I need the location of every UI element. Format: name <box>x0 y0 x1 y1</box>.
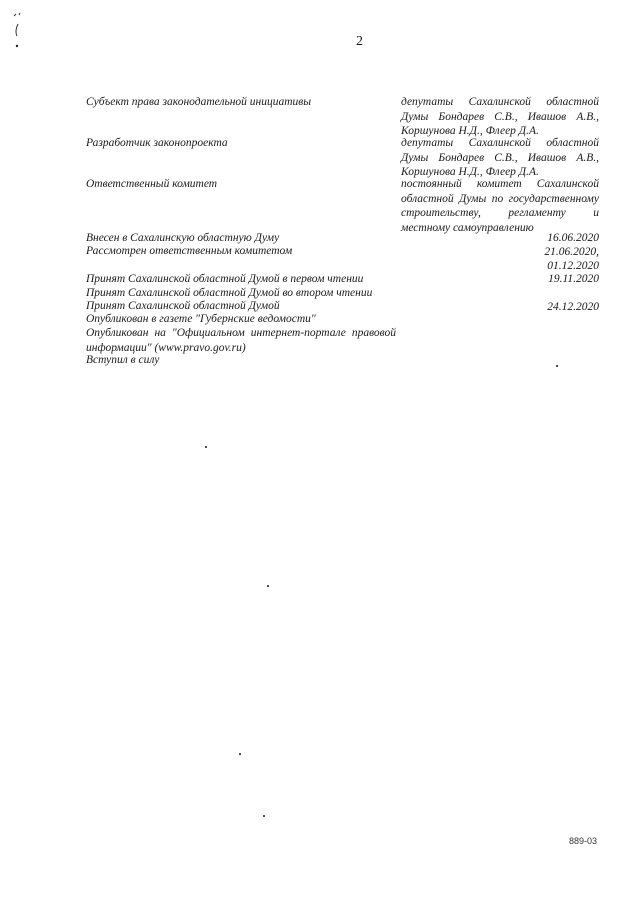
first-reading-label: Принят Сахалинской областной Думой в первом чтении <box>86 273 364 285</box>
subject-label: Субъект права законодательной инициативы <box>86 96 312 108</box>
published-newspaper-label: Опубликован в газете "Губернские ведомости" <box>86 313 316 325</box>
committee-value: постоянный комитет Сахалинской областной Думы по государственному строительству, регламенту и местному самоуправлению <box>401 178 599 234</box>
page-number: 2 <box>356 34 363 49</box>
published-portal-label: Опубликован на "Официальном интернет-портале правовой информации" (www.pravo.gov.ru) <box>86 327 396 354</box>
document-code: 889-03 <box>569 836 598 846</box>
scan-speck <box>263 815 265 817</box>
subject-value: депутаты Сахалинской областной Думы Бондарев С.В., Ивашов А.В., Коршунова Н.Д., Флеер Д.А. <box>401 96 599 137</box>
adopted-date: 24.12.2020 <box>547 301 599 313</box>
first-reading-date: 19.11.2020 <box>548 273 599 285</box>
submitted-date: 16.06.2020 <box>547 232 599 244</box>
second-reading-label: Принят Сахалинской областной Думой во втором чтении <box>86 287 373 299</box>
scan-speck <box>267 585 269 587</box>
submitted-label: Внесен в Сахалинскую областную Думу <box>86 232 280 244</box>
committee-label: Ответственный комитет <box>86 178 218 190</box>
scan-mark <box>10 10 24 50</box>
developer-value: депутаты Сахалинской областной Думы Бондарев С.В., Ивашов А.В., Коршунова Н.Д., Флеер Д.А. <box>401 137 599 178</box>
in-force-label: Вступил в силу <box>86 354 160 366</box>
reviewed-label: Рассмотрен ответственным комитетом <box>86 245 293 257</box>
adopted-label: Принят Сахалинской областной Думой <box>86 300 280 312</box>
scan-speck <box>205 446 207 448</box>
reviewed-date-1: 21.06.2020, <box>544 246 599 258</box>
scan-speck <box>239 753 241 755</box>
reviewed-date-2: 01.12.2020 <box>547 260 599 272</box>
developer-label: Разработчик законопроекта <box>86 137 228 149</box>
scan-speck <box>556 365 558 367</box>
